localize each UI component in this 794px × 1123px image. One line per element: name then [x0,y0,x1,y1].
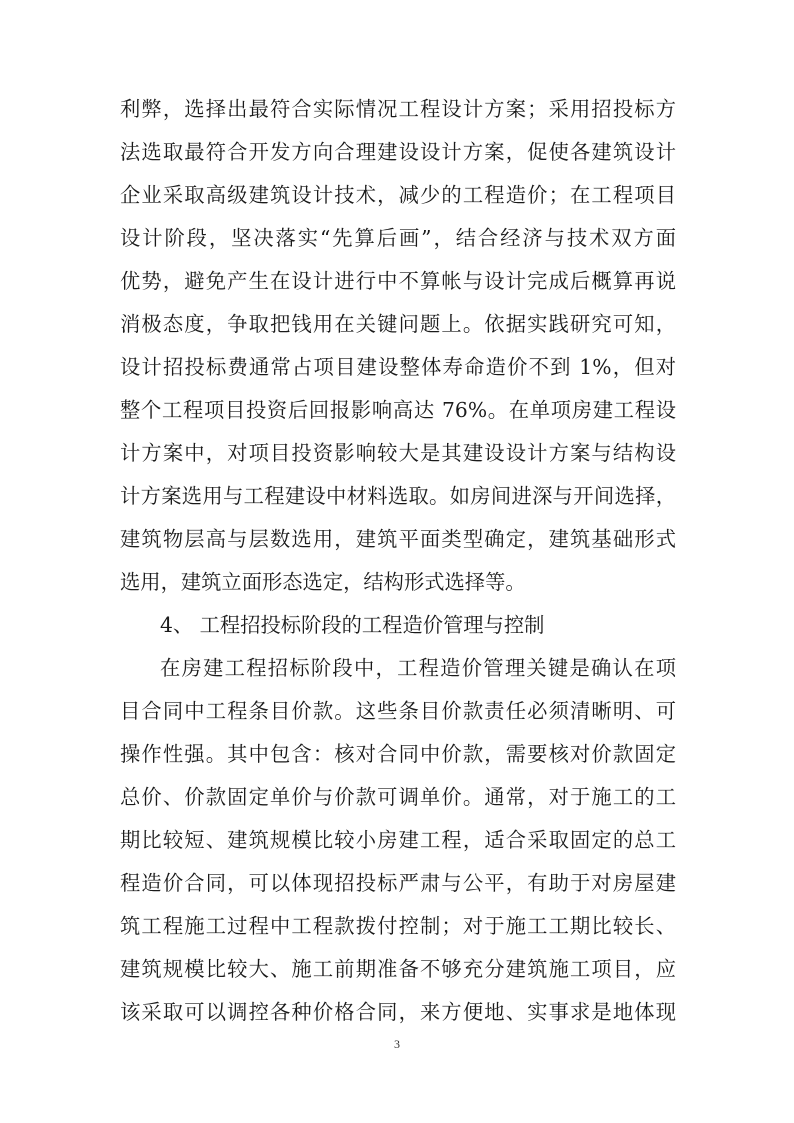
text-line: 程造价合同，可以体现招投标严肃与公平，有助于对房屋建 [120,871,676,895]
text-line: 企业采取高级建筑设计技术，减少的工程造价；在工程项目 [120,183,676,207]
text-line: 筑工程施工过程中工程款拨付控制；对于施工工期比较长、 [120,914,676,938]
text-line: 计方案中，对项目投资影响较大是其建设设计方案与结构设 [120,441,676,465]
text-line: 计方案选用与工程建设中材料选取。如房间进深与开间选择， [120,484,676,508]
text-line: 整个工程项目投资后回报影响高达 76%。在单项房建工程设 [120,398,676,422]
text-line-paragraph-end: 选用，建筑立面形态选定，结构形式选择等。 [120,570,526,594]
text-line: 优势，避免产生在设计进行中不算帐与设计完成后概算再说 [120,269,676,293]
section-heading: 4、 工程招投标阶段的工程造价管理与控制 [160,613,545,637]
text-line: 建筑规模比较大、施工前期准备不够充分建筑施工项目，应 [120,957,676,981]
text-line: 目合同中工程条目价款。这些条目价款责任必须清晰明、可 [120,699,676,723]
body-text [120,88,676,1034]
page-number: 3 [394,1037,400,1051]
text-line: 法选取最符合开发方向合理建设设计方案，促使各建筑设计 [120,140,676,164]
text-line: 利弊，选择出最符合实际情况工程设计方案；采用招投标方 [120,97,676,121]
text-line: 操作性强。其中包含：核对合同中价款，需要核对价款固定 [120,742,676,766]
text-line: 设计招投标费通常占项目建设整体寿命造价不到 1%，但对 [120,355,676,379]
text-line: 该采取可以调控各种价格合同，来方便地、实事求是地体现 [120,1000,676,1024]
text-line: 消极态度，争取把钱用在关键问题上。依据实践研究可知， [120,312,676,336]
text-line: 建筑物层高与层数选用，建筑平面类型确定，建筑基础形式 [120,527,676,551]
text-line: 总价、价款固定单价与价款可调单价。通常，对于施工的工 [120,785,676,809]
text-line: 设计阶段，坚决落实“先算后画”，结合经济与技术双方面 [120,226,676,250]
text-line-paragraph-start: 在房建工程招标阶段中，工程造价管理关键是确认在项 [160,656,676,680]
text-line: 期比较短、建筑规模比较小房建工程，适合采取固定的总工 [120,828,676,852]
